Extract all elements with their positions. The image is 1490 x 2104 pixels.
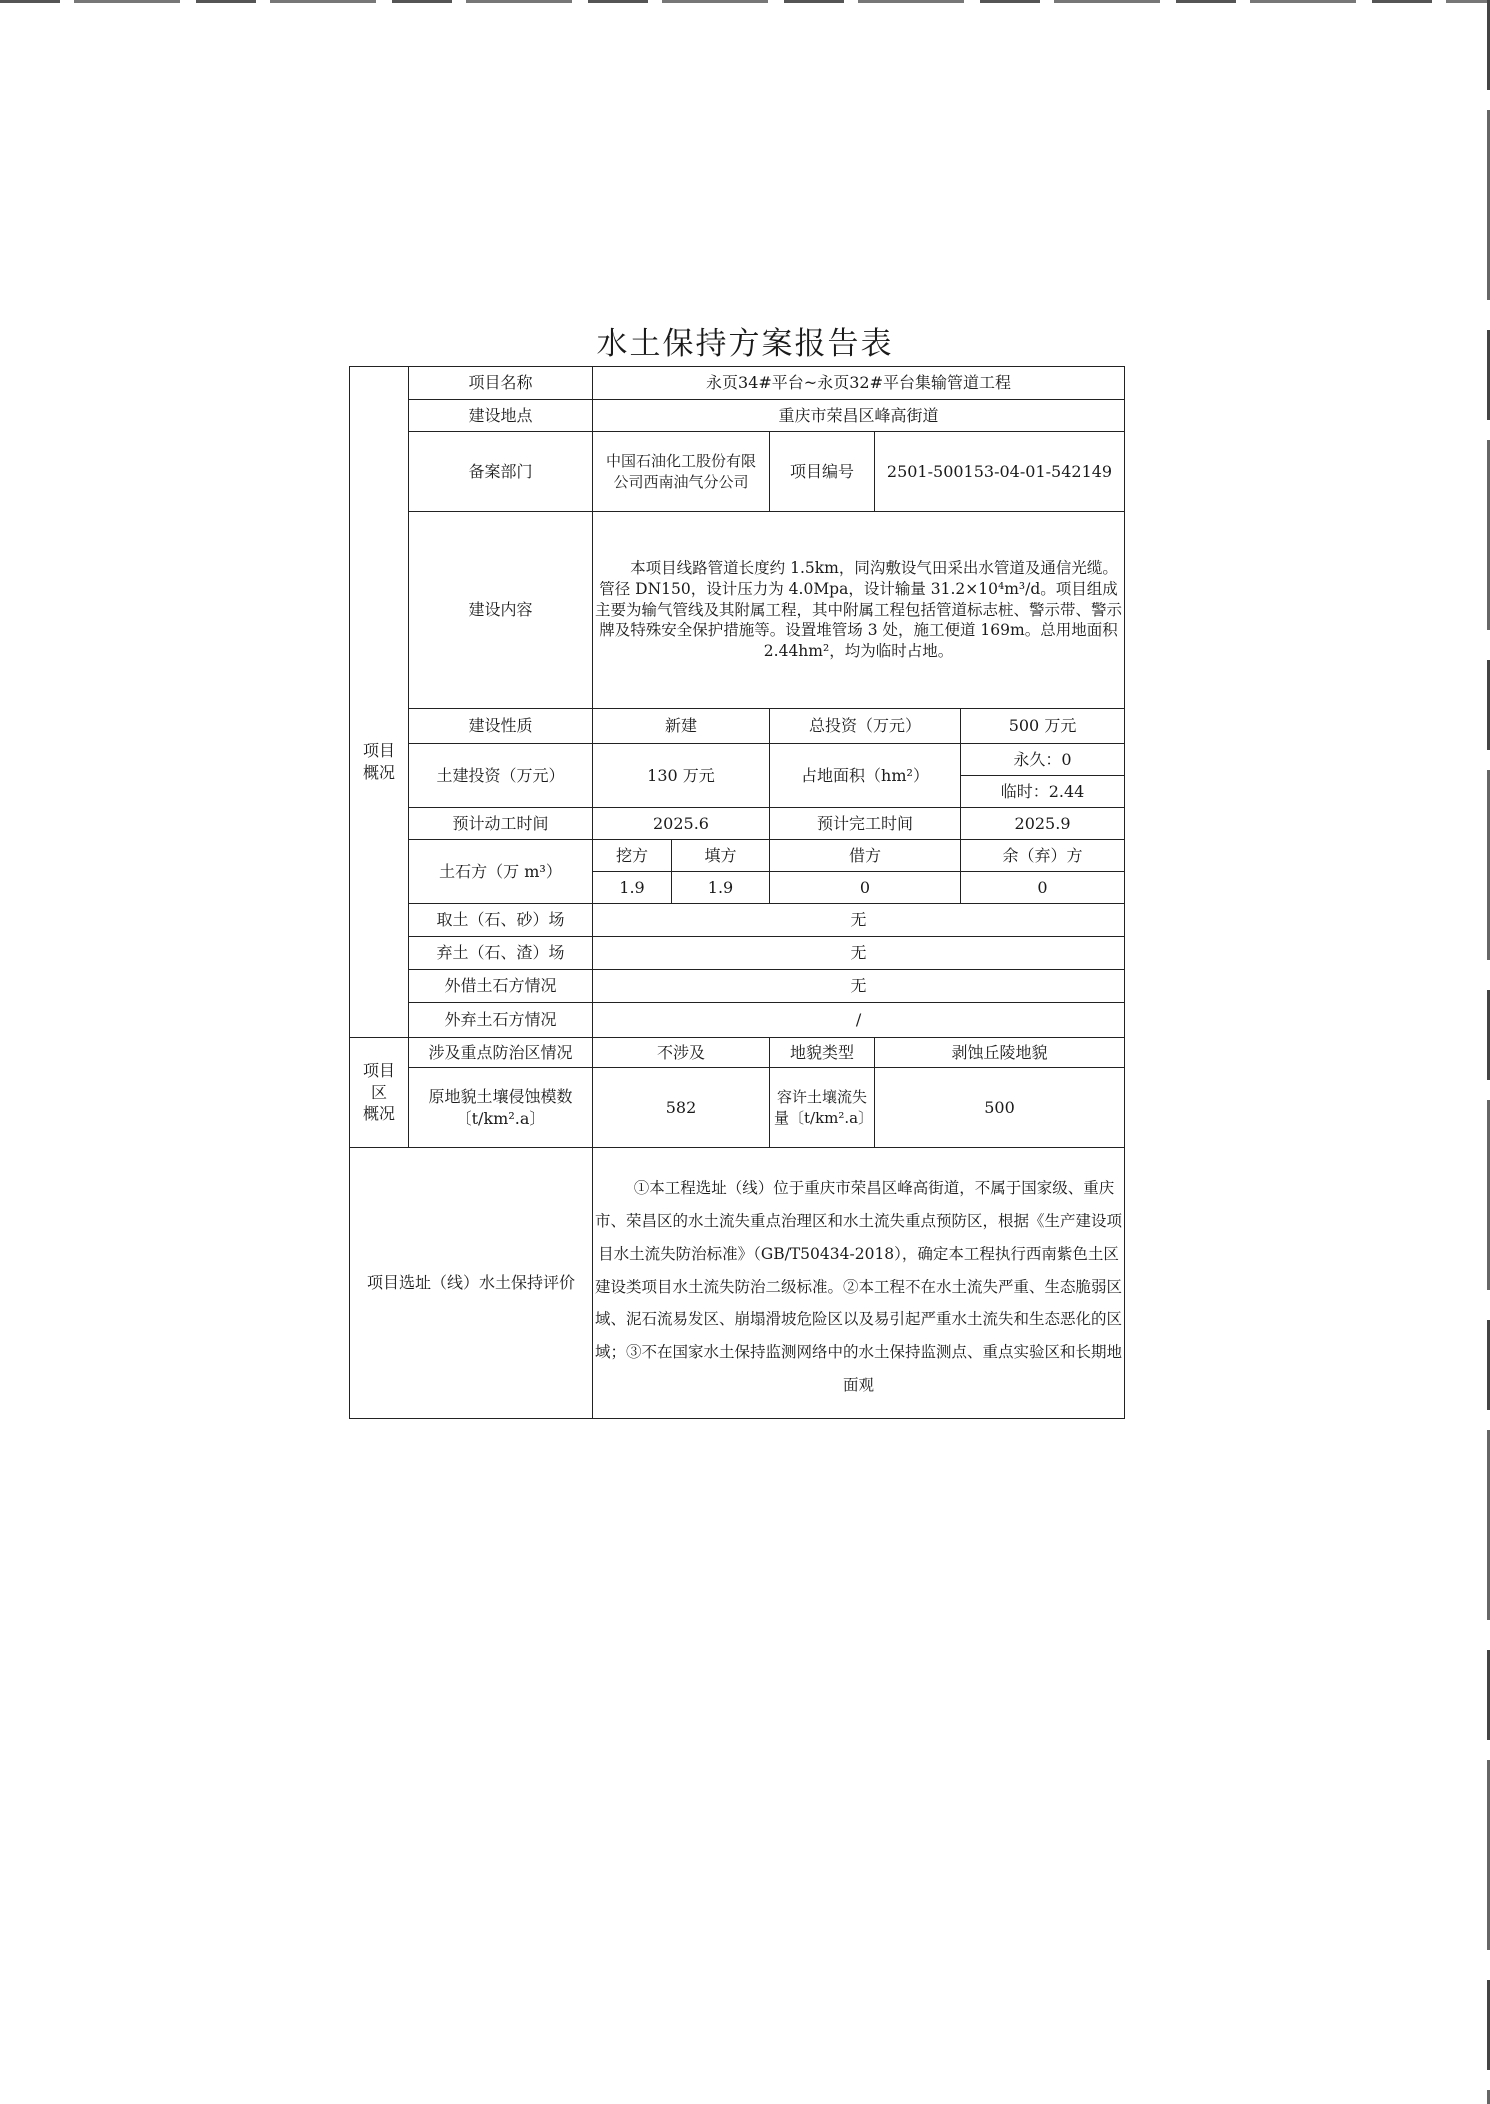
row-filing: [350, 432, 1125, 512]
total-investment-value: 500 万元: [961, 709, 1125, 744]
content-text: 本项目线路管道长度约 1.5km，同沟敷设气田采出水管道及通信光缆。管径 DN150，设计压力为 4.0Mpa，设计输量 31.2×10⁴m³/d。项目组成主要为输气管线及其附属工程，其中附属工程包括管道标志桩、警示带、警示牌及特殊安全保护措施等。设置堆管场 3 处，施工便道 169m。总用地面积 2.44hm²，均为临时占地。: [593, 512, 1125, 709]
project-no-label: 项目编号: [770, 432, 875, 512]
external-spoil-label: 外弃土石方情况: [409, 1003, 593, 1038]
external-borrow-value: 无: [593, 970, 1125, 1003]
earthwork-value-borrow: 0: [770, 872, 961, 904]
section-overview: [350, 367, 409, 1038]
evaluation-label: 项目选址（线）水土保持评价: [350, 1148, 593, 1419]
earthwork-value-cut: 1.9: [593, 872, 672, 904]
row-evaluation: [350, 1148, 1125, 1419]
nature-value: 新建: [593, 709, 770, 744]
earthwork-header-cut: 挖方: [593, 840, 672, 872]
row-borrow-site: [350, 904, 1125, 937]
report-form-table: [349, 366, 1125, 1419]
row-nature: [350, 709, 1125, 744]
external-spoil-value: /: [593, 1003, 1125, 1038]
land-area-permanent: 永久：0: [961, 744, 1125, 776]
start-time-value: 2025.6: [593, 808, 770, 840]
borrow-site-label: 取土（石、砂）场: [409, 904, 593, 937]
earthwork-value-surplus: 0: [961, 872, 1125, 904]
row-project-name: [350, 367, 1125, 400]
section-overview-label: 项目 概况: [362, 741, 395, 782]
row-schedule: [350, 808, 1125, 840]
earthwork-header-surplus: 余（弃）方: [961, 840, 1125, 872]
location-value: 重庆市荣昌区峰高街道: [593, 400, 1125, 432]
civil-investment-value: 130 万元: [593, 744, 770, 808]
finish-time-value: 2025.9: [961, 808, 1125, 840]
earthwork-header-fill: 填方: [672, 840, 770, 872]
content-label: 建设内容: [409, 512, 593, 709]
row-external-borrow: [350, 970, 1125, 1003]
land-area-label: 占地面积（hm²）: [770, 744, 961, 808]
project-name-label: 项目名称: [409, 367, 593, 400]
allowable-loss-label: 容许土壤流失量〔t/km².a〕: [770, 1068, 875, 1148]
erosion-modulus-label: 原地貌土壤侵蚀模数〔t/km².a〕: [409, 1068, 593, 1148]
key-zone-value: 不涉及: [593, 1038, 770, 1068]
row-erosion: [350, 1068, 1125, 1148]
filing-dept-label: 备案部门: [409, 432, 593, 512]
row-earthwork-headers: [350, 840, 1125, 872]
earthwork-value-fill: 1.9: [672, 872, 770, 904]
nature-label: 建设性质: [409, 709, 593, 744]
section-area-overview: [350, 1038, 409, 1148]
project-no-value: 2501-500153-04-01-542149: [875, 432, 1125, 512]
key-zone-label: 涉及重点防治区情况: [409, 1038, 593, 1068]
start-time-label: 预计动工时间: [409, 808, 593, 840]
row-key-zone: [350, 1038, 1125, 1068]
land-area-temporary: 临时：2.44: [961, 776, 1125, 808]
earthwork-header-borrow: 借方: [770, 840, 961, 872]
section-area-overview-label: 项目 区 概况: [362, 1061, 395, 1124]
row-spoil-site: [350, 937, 1125, 970]
row-civil-investment: [350, 744, 1125, 776]
location-label: 建设地点: [409, 400, 593, 432]
row-external-spoil: [350, 1003, 1125, 1038]
spoil-site-label: 弃土（石、渣）场: [409, 937, 593, 970]
row-location: [350, 400, 1125, 432]
scan-edge-top: [0, 0, 1490, 3]
external-borrow-label: 外借土石方情况: [409, 970, 593, 1003]
row-content: [350, 512, 1125, 709]
erosion-modulus-value: 582: [593, 1068, 770, 1148]
spoil-site-value: 无: [593, 937, 1125, 970]
total-investment-label: 总投资（万元）: [770, 709, 961, 744]
finish-time-label: 预计完工时间: [770, 808, 961, 840]
filing-dept-value: 中国石油化工股份有限公司西南油气分公司: [593, 432, 770, 512]
project-name-value: 永页34#平台~永页32#平台集输管道工程: [593, 367, 1125, 400]
page-title: 水土保持方案报告表: [596, 326, 894, 362]
evaluation-text: ①本工程选址（线）位于重庆市荣昌区峰高街道，不属于国家级、重庆市、荣昌区的水土流失重点治理区和水土流失重点预防区，根据《生产建设项目水土流失防治标准》（GB/T50434-2018），确定本工程执行西南紫色土区建设类项目水土流失防治二级标准。②本工程不在水土流失严重、生态脆弱区域、泥石流易发区、崩塌滑坡危险区以及易引起严重水土流失和生态恶化的区域；③不在国家水土保持监测网络中的水土保持监测点、重点实验区和长期地面观: [593, 1148, 1125, 1419]
earthwork-label: 土石方（万 m³）: [409, 840, 593, 904]
allowable-loss-value: 500: [875, 1068, 1125, 1148]
landform-value: 剥蚀丘陵地貌: [875, 1038, 1125, 1068]
landform-label: 地貌类型: [770, 1038, 875, 1068]
borrow-site-value: 无: [593, 904, 1125, 937]
civil-investment-label: 土建投资（万元）: [409, 744, 593, 808]
